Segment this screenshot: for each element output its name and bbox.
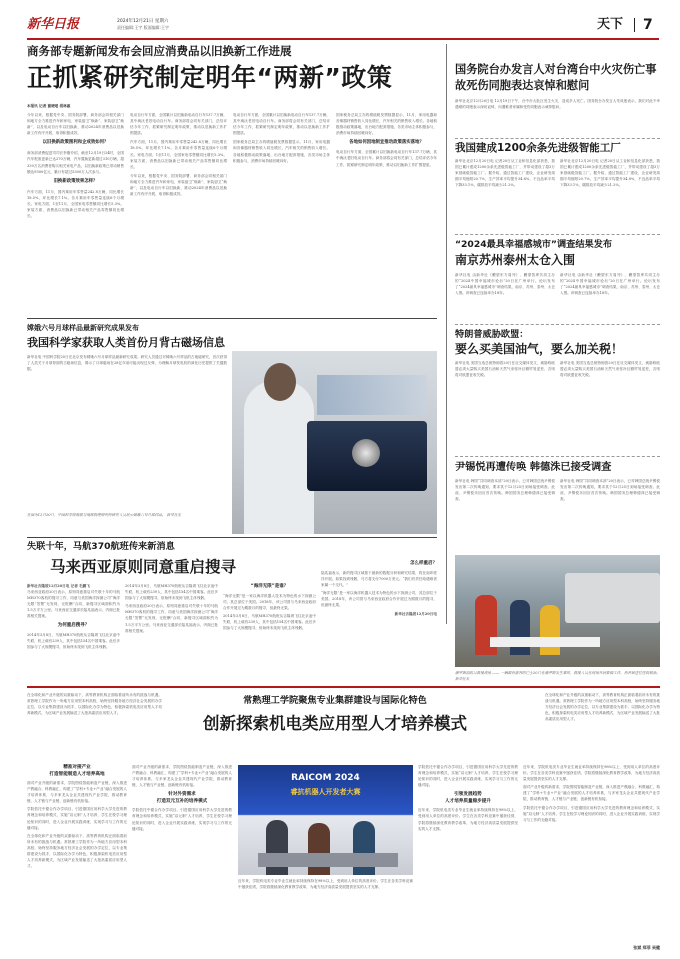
masthead-date: 2024年12月21日 星期六	[117, 19, 169, 24]
mh370-col3-text: “海洋无限”是一家以海洋机器人技术为特色的水下探测公司，其总部位于美国。2018年，该公司曾与马来西亚政府合作开展过为期数月的搜寻，但最终无果。	[223, 594, 316, 611]
mh370-col3b-text: 2014年3月8日，马航MH370航班从吉隆坡飞往北京途中失联，机上载有239人，其中包括154名中国乘客。此后多国参与了大规模搜寻，但始终未找到飞机主体残骸。	[223, 614, 316, 631]
mh370-col-3	[223, 583, 316, 683]
student-2	[308, 823, 330, 875]
lead-col4-text: 国家税务总局主办的增值税发票数据显示，11月，家用电器和音像器材销售收入同比增长，汽车相关的销售收入增长。各地积极推动政策落地，出台地方配套措施，各类市场主体积极参与，消费市场持续回暖向好。	[336, 113, 437, 136]
robot-table	[258, 853, 398, 867]
feature-top-rule	[27, 686, 660, 688]
right-column-divider	[446, 44, 447, 624]
mh370-kicker: 失联十年，马航370航班传来新消息	[27, 541, 175, 552]
feature-body3: 近年来，学院机电类专业毕业生就业率持续保持在98%以上，受到用人单位的高度评价。学生在各类学科竞赛中屡获佳绩，学院将继续深化教育教学改革，为地方经济高质量发展提供坚实的人才支撑。	[418, 808, 518, 831]
rescue-caption: 俄罗斯消防员救援现场 —— 一辆载有游客的巴士20日在俄罗斯发生事故，救援人员在现场开展救援工作，伤者被送往医院救治。 新华社发	[455, 671, 660, 682]
factory-body-right: 新华社北京12月20日电 记者20日从工业和信息化部获悉，我国已累计建成1200余条先进级智能工厂，并带动建设了超3万家基础级智能工厂。据介绍，通过智能工厂建设，企业研发周期平均缩短20.7%，生产效率平均提升34.8%，不良品率平均下降33.1%，碳排放平均减少21.2%。	[560, 159, 660, 188]
sample-vial	[352, 439, 380, 467]
feature-body-under-photo	[238, 878, 413, 944]
lead-col3-text: 电动自行车方面，全国累计以旧换新电动自行车137.7万辆，其中淘汰老旧电动自行车。商务部将会同有关部门，总结评估今年工作，抓紧研究制定明年政策，推动以旧换新工作扩围提质。	[130, 113, 227, 136]
feature-right-top: 在全球化和产业升级的双重驱动下，高等教育机构正面临着前所未有的挑战与机遇。常熟理工学院作为一所地方应用型本科高校，始终坚持服务地方经济社会发展的办学定位，以专业集群建设为抓手，以国际化办学为特色，积极探索机电类应用型人才培养新模式，为区域产业发展输送了大批高素质应用型人才。	[545, 693, 660, 722]
feature-body1: 面对产业升级的新需求，学院围绕智能制造产业链，深入推进产教融合、科教融汇，构建了“学科+专业+产业”融合发展的人才培养体系，与多家龙头企业共建现代产业学院，推动教育链、人才链与产业链、创新链有机衔接。	[27, 781, 127, 804]
feature-body2: 学院依托中德合作办学项目，引进德国应用科学大学先进的教育理念和培养模式，实施“双元制”人才培养，学生在校学习理论知识的同时，进入企业开展实践训练，实现学习与工作的无缝对接。	[132, 808, 232, 831]
trump-main-headline: 要么买美国油气，要么加关税！	[455, 342, 624, 356]
lead-subhead-a: 以旧换新政策图利和企成效如何？	[42, 140, 109, 146]
feature-col-2	[132, 764, 232, 949]
masthead-rule	[27, 38, 659, 40]
lead-col1-text: 今年以来，根据党中央、国务院部署，商务部会同相关部门和地方全力推进汽车和家电、家装厨卫“焕新”、家装厨卫“焕新”，以及电动自行车以旧换新，推动2024年消费品以旧换新工作有序开展、取得积极成效。	[27, 113, 124, 136]
lead-byline: 本报讯 记者 谢晓瑶 胡林惠	[27, 104, 71, 108]
mh370-col4-text: 陆兆福表示，新的搜寻区域基于最新的数据分析和研究结果，将在南印度洋开展。如果找到残骸，马方将支付7000万美元。“我们有责任给遇难者家属一个交代。”	[321, 571, 437, 588]
divider-2	[455, 234, 660, 235]
divider-3	[455, 324, 660, 325]
sci-photo	[232, 351, 437, 534]
trump-headline: 特朗普威胁欧盟：	[455, 329, 529, 340]
lead-col-1	[27, 112, 124, 317]
mh370-subhead-how: 怎么样重启？	[410, 561, 437, 566]
rescue-photo	[455, 555, 660, 667]
mh370-col4b-text: “海洋无限”是一家以海洋机器人技术为特色的水下探测公司，其总部位于美国。2018年，该公司曾与马来西亚政府合作开展过为期数月的搜寻，但最终无果。	[321, 591, 437, 608]
lead-kicker: 商务部专题新闻发布会回应消费品以旧换新工作进展	[27, 44, 292, 58]
taiwan-body: 新华社北京12月20日电 12月19日下午，台中市大肚区发生火灾，造成多人死亡。国务院台办发言人朱凤莲表示，我们对此不幸遇难的同胞表示深切哀悼，向遇难者家属和受伤同胞表示诚挚慰问。	[455, 99, 660, 110]
feature-body4b: 面对产业升级的新需求，学院围绕智能制造产业链，深入推进产教融合、科教融汇，构建了“学科+专业+产业”融合发展的人才培养体系，与多家龙头企业共建现代产业学院，推动教育链、人才链与产业链、创新链有机衔接。	[523, 785, 660, 802]
feature-col-4	[523, 764, 660, 944]
mh370-subhead-who: “海洋无限”是谁？	[250, 584, 289, 589]
survey-headline: “2024最具幸福感城市”调查结果发布	[455, 239, 613, 250]
taiwan-headline: 国务院台办发言人对台湾台中火灾伤亡事故死伤同胞表达哀悼和慰问	[455, 63, 657, 92]
page-number: 7	[643, 17, 653, 33]
mh370-col2-text: 2014年3月8日，马航MH370航班从吉隆坡飞往北京途中失联，机上载有239人，其中包括154名中国乘客。此后多国参与了大规模搜寻，但始终未找到飞机主体残骸。	[27, 632, 120, 649]
bus-body	[565, 573, 660, 623]
mh370-col2b-text: 2014年3月8日，马航MH370航班从吉隆坡飞往北京途中失联，机上载有239人，其中包括154名中国乘客。此后多国参与了大规模搜寻，但始终未找到飞机主体残骸。	[125, 584, 218, 601]
sci-body: 新华社电 中国科学院20日在北京发布嫦娥六号月球样品最新研究成果。研究人员通过对嫦娥六号样品的古地磁研究，首次获得了人类关于月球背面的古磁场信息，揭示了月球磁场在28亿年前可能出现过反弹，为理解月球发电机的演化历史提供了关键数据。	[27, 355, 227, 372]
factory-headline: 我国建成1200余条先进级智能工厂	[455, 142, 621, 154]
feature-sub1: 精准对接产业	[63, 765, 91, 770]
feature-headline: 创新探索机电类应用型人才培养模式	[203, 714, 467, 733]
lead-col-4	[336, 112, 437, 317]
mh370-byline: 新华社吉隆坡12月20日电 记者 毛鹏飞	[27, 584, 90, 588]
lead-col4c-text: 电动自行车方面，全国累计以旧换新电动自行车137.7万辆，其中淘汰老旧电动自行车。商务部将会同有关部门，总结评估今年工作，抓紧研究制定明年政策，推动以旧换新工作扩围提质。	[336, 150, 437, 167]
lead-headline: 正抓紧研究制定明年“两新”政策	[27, 63, 393, 92]
lead-col2-text: 汽车方面，11月，国内乘用车零售量242.8万辆，同比增长18.5%，环比增长7.1%。各月乘用车零售量连续6个月增长。家电方面，1至11月，全国家电零售额同比增长5.3%。家装方面，消费品以旧换新已带动相关产品零售额同比增长。	[27, 189, 124, 219]
feature-body5a: 近年来，学院机电类专业毕业生就业率持续保持在98%以上，受到用人单位的高度评价。学生在各类学科竞赛中屡获佳绩，学院将继续深化教育教学改革，为地方经济高质量发展提供坚实的人才支撑。	[238, 879, 413, 890]
feature-sub3: 引领发展趋势	[454, 792, 482, 798]
lead-col-2	[130, 112, 227, 317]
stretcher	[490, 637, 600, 647]
mh370-col1b-text: 马来西亚政府20日表示，原则同意重启对失联十年的马航MH370客机的搜寻工作，同意与美国海洋探测公司“海洋无限”签署“无发现、无报酬”合同，新搜寻区域面积约为1.5万平方公里。马来西亚交通部长陆兆福表示，内阁已批准相关提案。	[125, 604, 218, 633]
feature-body4a: 近年来，学院机电类专业毕业生就业率持续保持在98%以上，受到用人单位的高度评价。学生在各类学科竞赛中屡获佳绩，学院将继续深化教育教学改革，为地方经济高质量发展提供坚实的人才支撑。	[523, 765, 660, 782]
divider-4	[455, 456, 660, 457]
feature-kicker: 常熟理工学院聚焦专业集群建设与国际化特色	[243, 695, 427, 706]
rescuer-3	[540, 605, 560, 655]
lead-bottom-rule	[27, 318, 437, 319]
mh370-col1-text: 马来西亚政府20日表示，原则同意重启对失联十年的马航MH370客机的搜寻工作，同意与美国海洋探测公司“海洋无限”签署“无发现、无报酬”合同，新搜寻区域面积约为1.5万平方公里。马来西亚交通部长陆兆福表示，内阁已批准相关提案。	[27, 590, 120, 619]
trump-body-right: 新华社电 美国当选总统特朗普20日在社交媒体发文，威胁称欧盟必须大量购买美国石油和天然气来弥补巨额贸易逆差，否则将对欧盟征收关税。	[560, 361, 660, 378]
lead-col-3	[233, 112, 330, 317]
photo-banner-text: RAICOM 2024	[291, 773, 360, 783]
masthead-editors: 责任编辑:王宇 版面编辑:王宇	[117, 25, 169, 30]
trump-body-left: 新华社电 美国当选总统特朗普20日在社交媒体发文，威胁称欧盟必须大量购买美国石油和天然气来弥补巨额贸易逆差，否则将对欧盟征收关税。	[455, 361, 555, 378]
lead-col4b-text: 国家税务总局主办的增值税发票数据显示，11月，家用电器和音像器材销售收入同比增长，汽车相关的销售收入增长。各地积极推动政策落地，出台地方配套措施，各类市场主体积极参与，消费市场持续回暖向好。	[233, 140, 330, 163]
mh370-subhead-why: 为何重启搜寻？	[57, 622, 90, 628]
photo-banner-sub: 睿抗机器人开发者大赛	[290, 788, 361, 796]
feature-body1b: 学院依托中德合作办学项目，引进德国应用科学大学先进的教育理念和培养模式，实施“双元制”人才培养，学生在校学习理论知识的同时，进入企业开展实践训练，实现学习与工作的无缝对接。	[27, 807, 127, 830]
masthead-logo: 新华日报	[27, 17, 80, 32]
feature-body2a: 面对产业升级的新需求，学院围绕智能制造产业链，深入推进产教融合、科教融汇，构建了“学科+专业+产业”融合发展的人才培养体系，与多家龙头企业共建现代产业学院，推动教育链、人才链与产业链、创新链有机衔接。	[132, 765, 232, 788]
display-case-glow	[317, 375, 427, 415]
lead-col1b-text: 商务部消费促进司司长李刚介绍，截至12月19日24时，全国汽车报废更新已达270万辆，汽车置换更新超过310万辆，超330万名消费者购买相关家电产品，以旧换新政策已带动销售额达9500亿元，累计有超过5300万人次参与。	[27, 151, 124, 174]
lead-col2b-text: 汽车方面，11月，国内乘用车零售量242.8万辆，同比增长18.5%，环比增长7.1%。各月乘用车零售量连续6个月增长。家电方面，1至11月，全国家电零售额同比增长5.3%。家装方面，消费品以旧换新已带动相关产品零售额同比增长。	[130, 140, 227, 169]
feature-body3a: 学院依托中德合作办学项目，引进德国应用科学大学先进的教育理念和培养模式，实施“双元制”人才培养，学生在校学习理论知识的同时，进入企业开展实践训练，实现学习与工作的无缝对接。	[418, 765, 518, 788]
divider-1	[455, 138, 660, 139]
feature-sub3b: 人才培养质量稳步提升	[445, 799, 491, 805]
masthead	[27, 14, 659, 36]
feature-sub2b: 打造双元互补的培养模式	[156, 799, 208, 805]
scientist-head	[264, 363, 296, 401]
lead-subhead-c: 各地如何因地制宜推动政策落实落地？	[349, 140, 424, 146]
lead-col3b-text: 电动自行车方面，全国累计以旧换新电动自行车137.7万辆，其中淘汰老旧电动自行车。商务部将会同有关部门，总结评估今年工作，抓紧研究制定明年政策，推动以旧换新工作扩围提质。	[233, 113, 330, 136]
sci-caption: 在图为12月20日，中国科学院地质与地球物理研究所研究人员展示嫦娥六号月球样品。 新华社发	[27, 513, 182, 517]
section-name: 天下	[597, 17, 624, 32]
mh370-col-2	[125, 583, 218, 683]
survey-body-left: 新华社电 由新华社《瞭望东方周刊》、瞭望智库共同主办的“2024中国幸福城市论坛”20日在广州举行。论坛发布了“2024最具幸福感城市”调查结果，南京、苏州、泰州、太仓入围。该调查已连续举办18年。	[455, 273, 555, 296]
sci-kicker: 嫦娥六号月球样品最新研究成果发布	[27, 324, 139, 332]
mh370-headline: 马来西亚原则同意重启搜寻	[50, 558, 237, 576]
feature-body4c: 学院依托中德合作办学项目，引进德国应用科学大学先进的教育理念和培养模式，实施“双元制”人才培养，学生在校学习理论知识的同时，进入企业开展实践训练，实现学习与工作的无缝对接。	[523, 805, 660, 822]
feature-sub2: 针对外资需求	[168, 792, 196, 798]
feature-col-1	[27, 764, 127, 949]
mh370-dateline: 新华社吉隆坡12月20日电	[394, 611, 437, 616]
feature-photo	[238, 765, 413, 875]
lead-col1c-text: 今年以来，根据党中央、国务院部署，商务部会同相关部门和地方全力推进汽车和家电、家装厨卫“焕新”、家装厨卫“焕新”，以及电动自行车以旧换新，推动2024年消费品以旧换新工作有序开展、取得积极成效。	[130, 173, 227, 197]
lead-subhead-b: 旧换新政策效果怎样？	[53, 178, 98, 184]
yoon-headline: 尹锡悦再遭传唤 韩德洙已接受调查	[455, 462, 612, 473]
survey-subheadline: 南京苏州泰州太仓入围	[455, 253, 576, 267]
factory-body-left: 新华社北京12月20日电 记者20日从工业和信息化部获悉，我国已累计建成1200余条先进级智能工厂，并带动建设了超3万家基础级智能工厂。据介绍，通过智能工厂建设，企业研发周期平均缩短20.7%，生产效率平均提升34.8%，不良品率平均下降33.1%，碳排放平均减少21.2%。	[455, 159, 555, 188]
section-divider	[634, 18, 635, 32]
sci-headline: 我国科学家获取人类首份月背古磁场信息	[27, 336, 225, 349]
yoon-body-left: 新华社电 韩国“共同调查本部”20日表示，已对韩国总统尹锡悦发出第二次传唤通知，要求其于12月25日到场接受调查。此前，尹锡悦未回应首次传唤。韩国国务总理韩德洙已接受调查。	[455, 479, 555, 502]
mh370-col-4	[321, 560, 437, 685]
yoon-body-right: 新华社电 韩国“共同调查本部”20日表示，已对韩国总统尹锡悦发出第二次传唤通知，要求其于12月25日到场接受调查。此前，尹锡悦未回应首次传唤。韩国国务总理韩德洙已接受调查。	[560, 479, 660, 502]
sci-bottom-rule	[27, 537, 437, 538]
survey-body-right: 新华社电 由新华社《瞭望东方周刊》、瞭望智库共同主办的“2024中国幸福城市论坛”20日在广州举行。论坛发布了“2024最具幸福感城市”调查结果，南京、苏州、泰州、太仓入围。该调查已连续举办18年。	[560, 273, 660, 296]
feature-intro: 在全球化和产业升级的双重驱动下，高等教育机构正面临着前所未有的挑战与机遇。常熟理工学院作为一所地方应用型本科高校，始终坚持服务地方经济社会发展的办学定位，以专业集群建设为抓手，以国际化办学为特色，积极探索机电类应用型人才培养新模式，为区域产业发展输送了大批高素质应用型人才。	[27, 693, 162, 716]
feature-sub1b: 打造智能制造人才培养高地	[49, 772, 105, 777]
feature-body1c: 在全球化和产业升级的双重驱动下，高等教育机构正面临着前所未有的挑战与机遇。常熟理工学院作为一所地方应用型本科高校，始终坚持服务地方经济社会发展的办学定位，以专业集群建设为抓手，以国际化办学为特色，积极探索机电类应用型人才培养新模式，为区域产业发展输送了大批高素质应用型人才。	[27, 833, 127, 869]
scientist-figure	[244, 381, 314, 534]
feature-col-3	[418, 764, 518, 949]
feature-credit: 张斌 郑菲 吴健	[633, 945, 660, 950]
